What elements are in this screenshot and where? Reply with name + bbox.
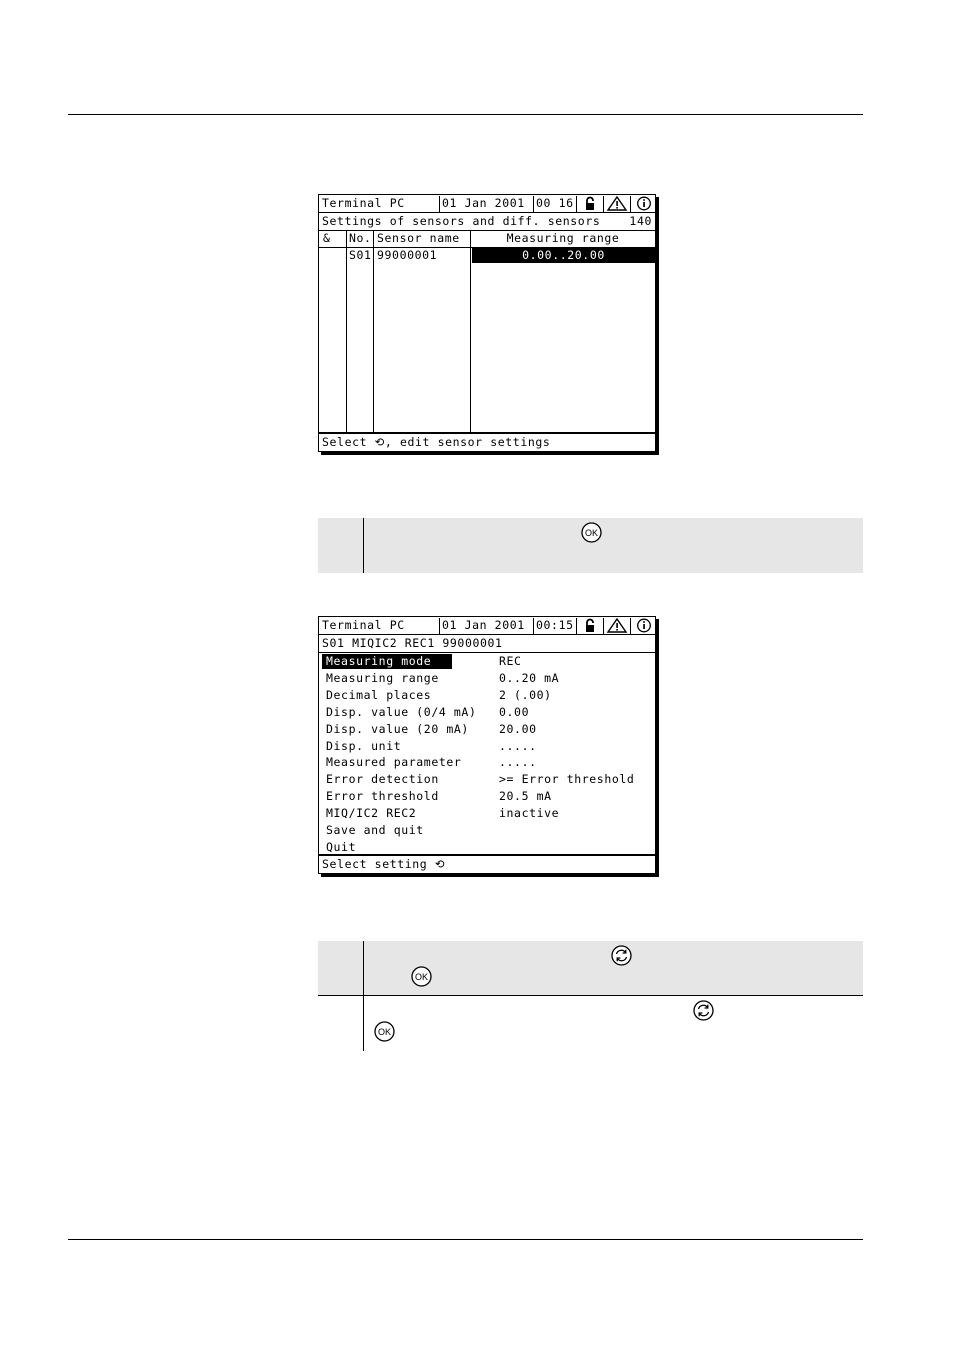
- table-row[interactable]: [319, 247, 655, 264]
- ok-button-icon: [411, 966, 432, 987]
- settings-item[interactable]: [319, 771, 655, 788]
- settings-item[interactable]: [319, 788, 655, 805]
- footer-text: Select setting ⟲: [322, 857, 446, 871]
- step-row-2: [318, 941, 863, 995]
- header-app: Terminal PC: [322, 196, 405, 210]
- screen-title: Settings of sensors and diff. sensors: [322, 214, 601, 228]
- settings-item-value: 20.5 mA: [499, 789, 552, 804]
- settings-item[interactable]: [319, 754, 655, 771]
- settings-item-value: .....: [499, 738, 537, 753]
- svg-text:OK: OK: [377, 1027, 392, 1037]
- lock-icon: [577, 196, 603, 211]
- lcd-screen-sensor-list: [318, 194, 656, 452]
- settings-item-value: 0.00: [499, 704, 530, 719]
- screen-code: 140: [629, 214, 652, 228]
- row-sensor-name: 99000001: [377, 248, 438, 262]
- settings-item-value: 20.00: [499, 721, 537, 736]
- settings-item[interactable]: [319, 805, 655, 822]
- rotate-button-icon: [611, 945, 632, 966]
- settings-item-label: Quit: [326, 839, 357, 854]
- settings-item-value: inactive: [499, 806, 560, 821]
- header-app: Terminal PC: [322, 618, 405, 632]
- svg-text:OK: OK: [414, 972, 429, 982]
- col-sensor-name: Sensor name: [377, 231, 460, 245]
- settings-item[interactable]: [319, 721, 655, 738]
- svg-text:OK: OK: [584, 528, 599, 538]
- bottom-rule: [68, 1239, 863, 1240]
- settings-item-label: Measured parameter: [326, 755, 462, 770]
- settings-item-label: Save and quit: [326, 823, 424, 837]
- lcd-footer: [319, 856, 655, 873]
- settings-item-label: Measuring mode: [322, 654, 452, 669]
- header-time: 00 16: [536, 196, 574, 210]
- col-no: No.: [349, 231, 372, 245]
- settings-item[interactable]: [319, 653, 655, 670]
- settings-item-value: 2 (.00): [499, 687, 552, 702]
- settings-item-label: Disp. value (0/4 mA): [326, 704, 477, 719]
- settings-item-label: Disp. value (20 mA): [326, 721, 469, 736]
- ok-button-icon: [581, 522, 602, 543]
- settings-item-label: Error threshold: [326, 789, 439, 804]
- warning-icon: [604, 618, 630, 633]
- settings-item-value: 0..20 mA: [499, 670, 560, 685]
- lcd-title: [319, 635, 655, 652]
- settings-item[interactable]: [319, 704, 655, 721]
- lock-icon: [577, 618, 603, 633]
- step-row-1: [318, 518, 863, 573]
- settings-item-label: Error detection: [326, 772, 439, 787]
- settings-item[interactable]: [319, 687, 655, 704]
- settings-item-label: MIQ/IC2 REC2: [326, 806, 417, 821]
- settings-item-value: REC: [499, 654, 522, 668]
- col-amp: &: [323, 231, 331, 245]
- settings-item-value: .....: [499, 755, 537, 770]
- warning-icon: [604, 196, 630, 211]
- ok-button-icon: [374, 1021, 395, 1042]
- lcd-title: [319, 213, 655, 230]
- lcd-footer: [319, 434, 655, 451]
- settings-item[interactable]: [319, 822, 655, 839]
- header-date: 01 Jan 2001: [442, 618, 525, 632]
- info-icon: [631, 618, 657, 633]
- settings-item[interactable]: [319, 738, 655, 755]
- step-row-3: [318, 995, 863, 1051]
- footer-text: Select ⟲, edit sensor settings: [322, 435, 551, 449]
- rotate-button-icon: [693, 1000, 714, 1021]
- settings-item-label: Decimal places: [326, 687, 432, 702]
- settings-item-value: >= Error threshold: [499, 772, 635, 787]
- top-rule: [68, 114, 863, 115]
- screen-title: S01 MIQIC2 REC1 99000001: [322, 636, 503, 650]
- header-time: 00:15: [536, 618, 574, 632]
- row-no: S01: [349, 248, 372, 262]
- settings-item-label: Disp. unit: [326, 738, 402, 753]
- info-icon: [631, 196, 657, 211]
- col-measuring-range: Measuring range: [506, 231, 620, 245]
- settings-item[interactable]: [319, 670, 655, 687]
- settings-item-label: Measuring range: [326, 670, 439, 685]
- row-measuring-range[interactable]: 0.00..20.00: [472, 248, 655, 263]
- table-header: [319, 230, 655, 247]
- header-date: 01 Jan 2001: [442, 196, 525, 210]
- lcd-screen-sensor-settings: [318, 616, 656, 874]
